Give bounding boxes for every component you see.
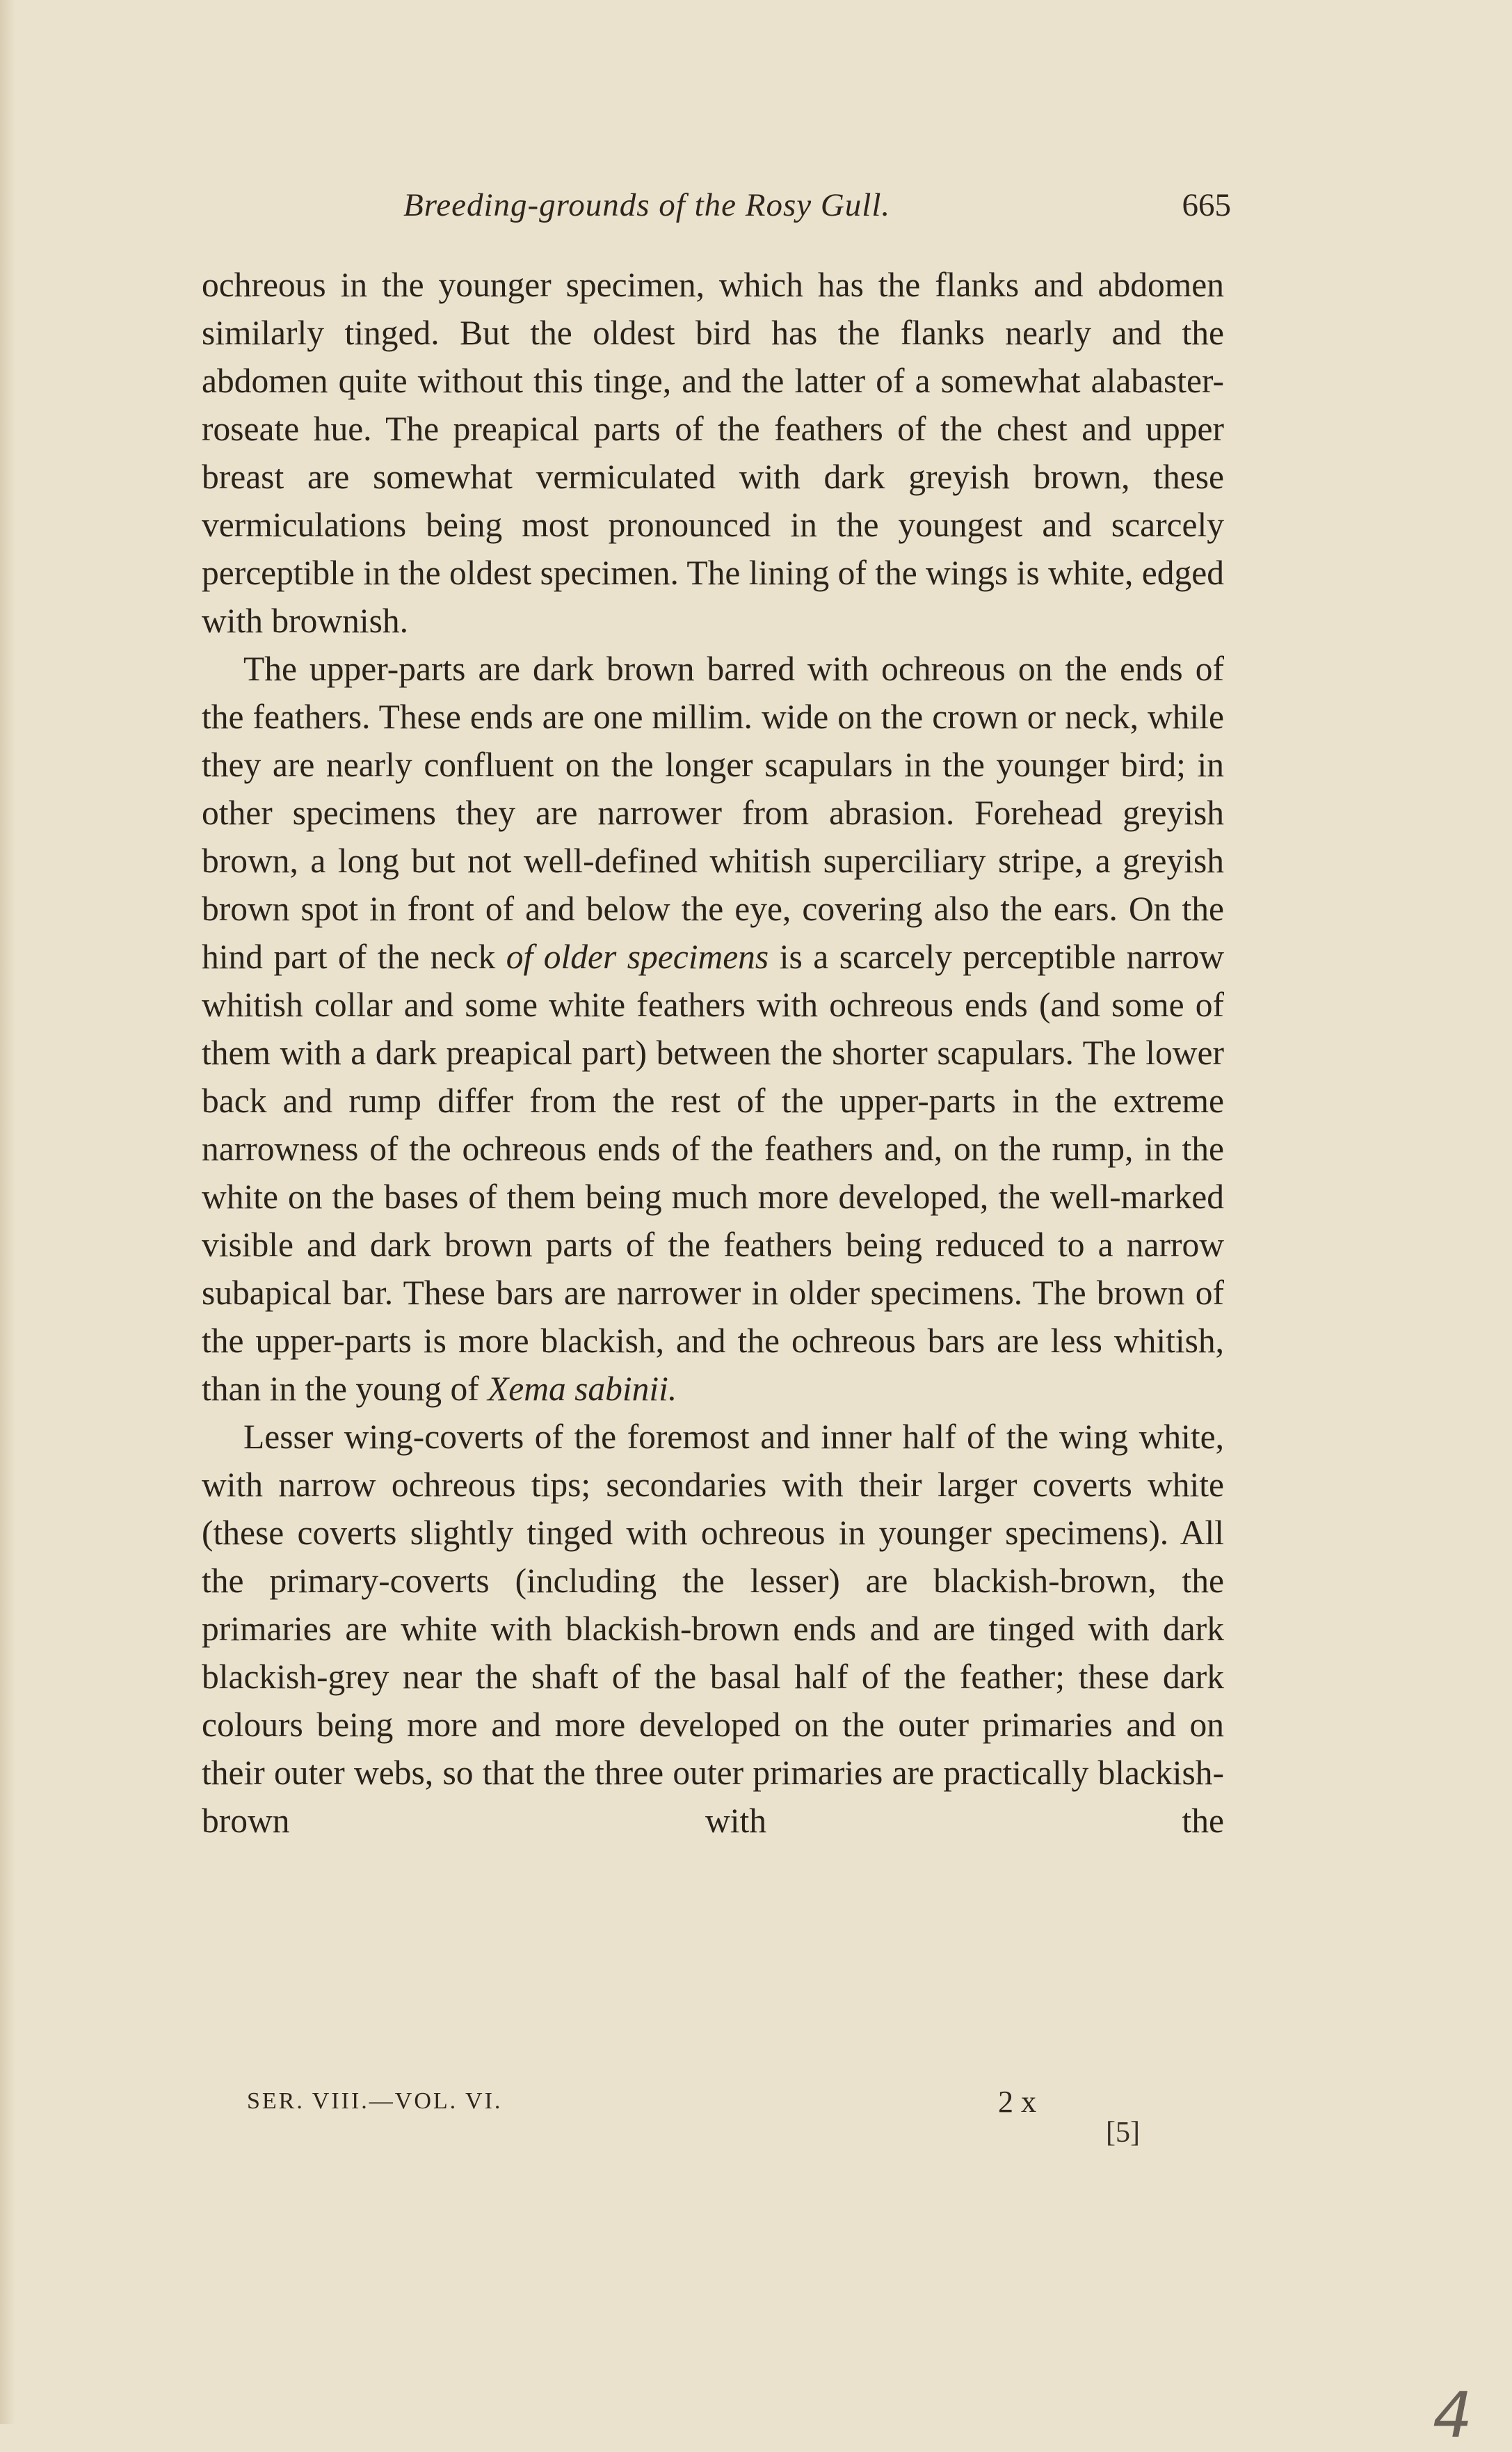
paragraph-1: ochreous in the younger specimen, which has the flanks and abdomen similarly tinged. But the oldest bird has the flanks nearly and the abdomen quite without this tinge, and the latter of a somewhat alabaster-roseate hue. The preapical parts of the feathers of the chest and upper breast are somewhat vermiculated with dark greyish brown, these vermiculations being most pronounced in the youngest and scarcely perceptible in the oldest specimen. The lining of the wings is white, edged with brownish. bbox=[202, 266, 1224, 640]
page-edge bbox=[0, 0, 15, 2424]
paragraph-2-italic-b: Xema sabinii. bbox=[488, 1370, 677, 1408]
paragraph-3: Lesser wing-coverts of the foremost and inner half of the wing white, with narrow ochreous tips; secondaries with their larger coverts white (these coverts slightly tinged with ochreous in younger specimens). All the primary-coverts (including the lesser) are blackish-brown, the primaries are white with blackish-brown ends and are tinged with dark blackish-grey near the shaft of the basal half of the feather; these dark colours being more and more developed on the outer primaries and on their outer webs, so that the three outer primaries are practically blackish-brown with the bbox=[202, 1418, 1224, 1840]
series-reference: SER. VIII.—VOL. VI. bbox=[247, 2088, 503, 2114]
running-title: Breeding-grounds of the Rosy Gull. bbox=[403, 187, 891, 223]
paragraph-2-text-a: The upper-parts are dark brown barred with ochreous on the ends of the feathers. These ends are one millim. wide on the crown or neck, while they are nearly confluent on the longer scapulars in the younger bird; in other specimens they are narrower from abrasion. Forehead greyish brown, a long but not well-defined whitish superciliary stripe, a greyish brown spot in front of and below the eye, covering also the ears. On the hind part of the neck bbox=[202, 650, 1224, 976]
page-number: 665 bbox=[1182, 187, 1231, 223]
paragraph-2-italic-a: of older specimens bbox=[506, 938, 769, 976]
plate-number: [5] bbox=[1106, 2117, 1140, 2149]
body-text bbox=[202, 261, 1224, 1845]
pencil-margin-mark: 4 bbox=[1433, 2379, 1473, 2452]
paragraph-2 bbox=[202, 645, 1224, 1413]
signature-mark: 2 x bbox=[998, 2085, 1036, 2119]
running-head bbox=[202, 186, 1231, 242]
footer bbox=[247, 2085, 1165, 2144]
paragraph-2-text-b: is a scarcely perceptible narrow whitish collar and some white feathers with ochreous ends (and some of them with a dark preapical part) between the shorter scapulars. The lower back and rump differ from the rest of the upper-parts in the extreme narrowness of the ochreous ends of the feathers and, on the rump, in the white on the bases of them being much more developed, the well-marked visible and dark brown parts of the feathers being reduced to a narrow subapical bar. These bars are narrower in older specimens. The brown of the upper-parts is more blackish, and the ochreous bars are less whitish, than in the young of bbox=[202, 938, 1224, 1408]
